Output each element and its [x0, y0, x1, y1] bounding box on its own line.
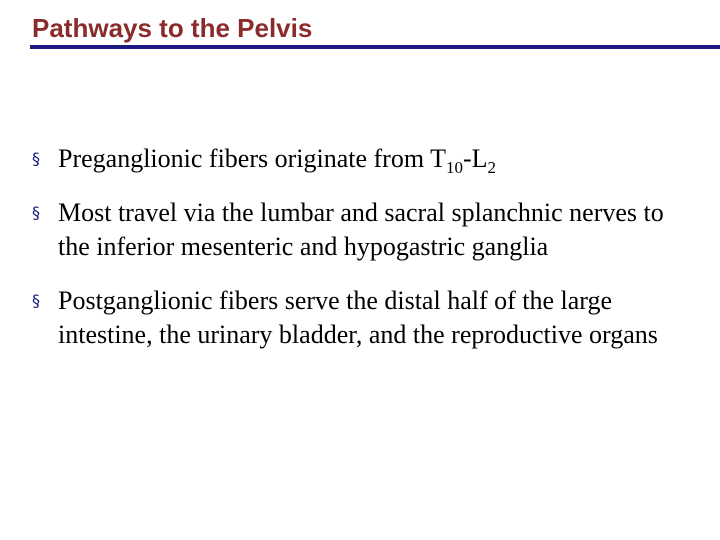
- slide-title: Pathways to the Pelvis: [32, 13, 313, 43]
- bullet-text-prefix: Preganglionic fibers originate from T: [58, 144, 446, 173]
- bullet-list: [32, 142, 692, 372]
- bullet-marker-icon: §: [32, 203, 40, 222]
- bullet-marker-icon: §: [32, 291, 40, 310]
- subscript-t10: 10: [445, 158, 463, 177]
- bullet-item-postganglionic: [32, 284, 692, 352]
- title-underline: [30, 45, 720, 49]
- subscript-l2: 2: [487, 158, 497, 177]
- bullet-text: Postganglionic fibers serve the distal half of the large intestine, the urinary bladder, and the reproductive organs: [58, 286, 658, 349]
- bullet-item-lumbar-sacral: [32, 196, 692, 264]
- bullet-item-preganglionic: [32, 142, 692, 176]
- bullet-marker-icon: §: [32, 149, 40, 168]
- bullet-text-middle: -L: [462, 144, 488, 173]
- bullet-text: Most travel via the lumbar and sacral splanchnic nerves to the inferior mesenteric and hypogastric ganglia: [58, 198, 664, 261]
